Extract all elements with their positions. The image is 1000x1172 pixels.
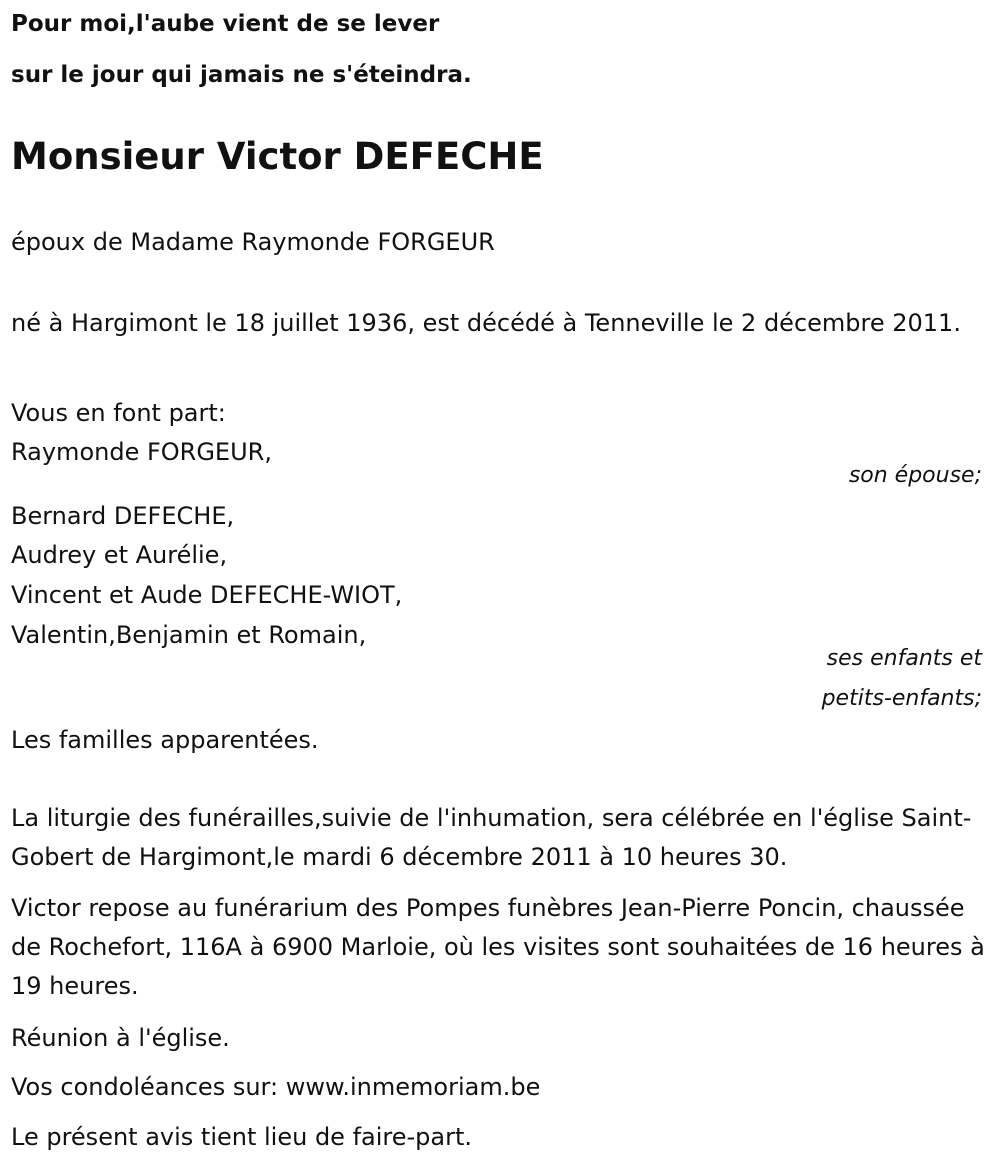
related-families: Les familles apparentées.	[11, 726, 319, 754]
children-role-line-2: petits-enfants;	[821, 686, 982, 711]
spouse-role: son épouse;	[848, 463, 982, 488]
verse-line-1: Pour moi,l'aube vient de se lever	[11, 11, 440, 37]
verse-line-2: sur le jour qui jamais ne s'éteindra.	[11, 62, 472, 88]
spouse-line: époux de Madame Raymonde FORGEUR	[11, 228, 495, 256]
notice-line: Le présent avis tient lieu de faire-part.	[11, 1123, 473, 1151]
children-role-line-1: ses enfants et	[826, 646, 982, 671]
spouse-announcer: Raymonde FORGEUR,	[11, 438, 272, 466]
child-announcer: Vincent et Aude DEFECHE-WIOT,	[11, 581, 403, 609]
announcers-intro: Vous en font part:	[11, 399, 226, 427]
condolences-line: Vos condoléances sur: www.inmemoriam.be	[11, 1073, 541, 1101]
deceased-name: Monsieur Victor DEFECHE	[11, 135, 544, 178]
child-announcer: Valentin,Benjamin et Romain,	[11, 621, 367, 649]
child-announcer: Audrey et Aurélie,	[11, 541, 228, 569]
child-announcer: Bernard DEFECHE,	[11, 502, 235, 530]
liturgy-paragraph: La liturgie des funérailles,suivie de l'inhumation, sera célébrée en l'église Saint-Gobert de Hargimont,le mardi 6 décembre 2011 à 10 heures 30.	[11, 804, 972, 871]
birth-death-line: né à Hargimont le 18 juillet 1936, est décédé à Tenneville le 2 décembre 2011.	[11, 309, 961, 337]
rest-paragraph: Victor repose au funérarium des Pompes funèbres Jean-Pierre Poncin, chaussée de Rochefort, 116A à 6900 Marloie, où les visites sont souhaitées de 16 heures à 19 heures.	[11, 894, 985, 1000]
meeting-line: Réunion à l'église.	[11, 1024, 230, 1052]
